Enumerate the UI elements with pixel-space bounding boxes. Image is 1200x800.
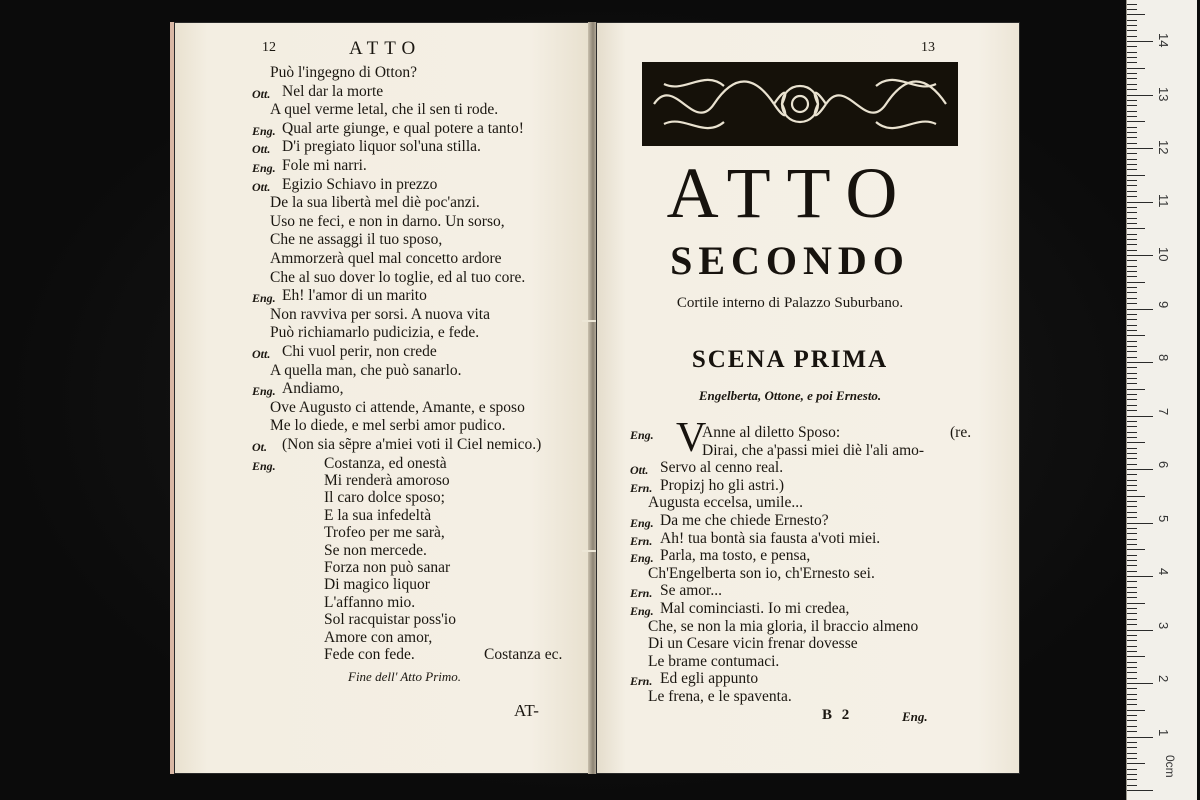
verse-line: Che, se non la mia gloria, il braccio almeno	[648, 617, 919, 635]
aria-line: Mi renderà amoroso	[324, 472, 450, 489]
ruler-tick	[1127, 651, 1137, 652]
ruler-tick	[1127, 694, 1137, 695]
ruler-tick	[1127, 68, 1145, 69]
speaker-label: Eng.	[252, 384, 276, 399]
speaker-label: Ot.	[252, 440, 267, 454]
ruler-tick	[1127, 747, 1137, 748]
ruler-tick	[1127, 699, 1137, 700]
speaker-label: Eng.	[630, 516, 654, 530]
verse-line: Mal cominciasti. Io mi credea,	[660, 600, 850, 617]
ruler-tick	[1127, 169, 1137, 170]
verse-line: Che ne assaggi il tuo sposo,	[270, 231, 443, 249]
verse-line: Le brame contumaci.	[648, 652, 780, 670]
ruler-label: 6	[1156, 461, 1171, 469]
ruler-tick	[1127, 218, 1137, 219]
speaker-label: Ott.	[630, 463, 649, 478]
ruler-tick	[1127, 565, 1137, 566]
verse-line: Me lo diede, e mel serbi amor pudico.	[270, 417, 506, 435]
ruler-tick	[1127, 613, 1137, 614]
ruler-tick	[1127, 52, 1137, 53]
aria-line: Amore con amor,	[324, 628, 433, 646]
ruler-tick	[1127, 410, 1137, 411]
ruler-tick	[1127, 389, 1145, 390]
ruler-tick	[1127, 448, 1137, 449]
ruler-tick	[1127, 314, 1137, 315]
ruler-tick	[1127, 303, 1137, 304]
act-subtitle: SECONDO	[670, 238, 910, 283]
verse-line: Propizj ho gli astri.)	[660, 476, 784, 494]
ruler-tick	[1127, 309, 1153, 310]
verse-line: Anne al diletto Sposo:	[702, 424, 841, 441]
ruler-tick	[1127, 287, 1137, 288]
ruler-tick	[1127, 4, 1137, 5]
ruler-tick	[1127, 292, 1137, 293]
ruler-tick	[1127, 442, 1145, 443]
ruler-tick	[1127, 346, 1137, 347]
ruler-tick	[1127, 763, 1145, 764]
aria-line: Di magico liquor	[324, 576, 430, 594]
ruler-tick	[1127, 688, 1137, 689]
ruler-tick	[1127, 202, 1153, 203]
speaker-label: Eng.	[630, 604, 654, 618]
ruler-tick	[1127, 148, 1153, 149]
ruler-tick	[1127, 100, 1137, 101]
ruler-tick	[1127, 528, 1137, 529]
ruler-tick	[1127, 394, 1137, 395]
ruler-tick	[1127, 635, 1137, 636]
da-capo-cue: Costanza ec.	[484, 646, 563, 663]
ruler-tick	[1127, 84, 1137, 85]
ruler-tick	[1127, 111, 1137, 112]
speaker-label: Eng.	[630, 551, 654, 566]
ruler-tick	[1127, 437, 1137, 438]
ruler-label: 13	[1156, 86, 1171, 101]
right-page-number: 13	[921, 40, 935, 55]
ruler-tick	[1127, 742, 1137, 743]
ruler-tick	[1127, 196, 1137, 197]
ruler-label: 2	[1156, 675, 1171, 683]
ruler-tick	[1127, 646, 1137, 647]
ruler-tick	[1127, 57, 1137, 58]
ruler-tick	[1127, 587, 1137, 588]
ruler-tick	[1127, 378, 1137, 379]
ruler-tick	[1127, 271, 1137, 272]
verse-line: Nel dar la morte	[282, 82, 384, 100]
aria-line: Forza non può sanar	[324, 559, 451, 576]
ruler-tick	[1127, 30, 1137, 31]
speaker-label: Eng.	[252, 123, 276, 138]
scene-heading: SCENA PRIMA	[691, 346, 889, 373]
end-of-act-note: Fine dell' Atto Primo.	[348, 669, 462, 684]
ruler-tick	[1127, 405, 1137, 406]
aria-line: Fede con fede.	[324, 646, 415, 663]
ruler-tick	[1127, 25, 1137, 26]
ruler-tick	[1127, 560, 1137, 561]
speaker-label: Ern.	[630, 533, 653, 548]
verse-line: Ed egli appunto	[660, 670, 759, 688]
ruler-label: 11	[1156, 193, 1171, 207]
ruler-tick	[1127, 432, 1137, 433]
ruler-tick	[1127, 153, 1137, 154]
ruler-tick	[1127, 127, 1137, 128]
ruler-tick	[1127, 234, 1137, 235]
ruler-tick	[1127, 399, 1137, 400]
ruler-tick	[1127, 753, 1137, 754]
ruler-tick	[1127, 180, 1137, 181]
ruler-tick	[1127, 715, 1137, 716]
ruler-label: 9	[1156, 300, 1171, 308]
ruler-tick	[1127, 678, 1137, 679]
speaker-label: Ott.	[252, 142, 271, 157]
ruler-tick	[1127, 608, 1137, 609]
ruler-tick	[1127, 175, 1145, 176]
ruler-label: 3	[1156, 621, 1171, 629]
ruler-tick	[1127, 212, 1137, 213]
ruler-label: 5	[1156, 514, 1171, 522]
ruler-tick	[1127, 683, 1153, 684]
verse-turnover: (re.	[950, 424, 972, 441]
ruler-tick	[1127, 469, 1153, 470]
ruler-tick	[1127, 555, 1137, 556]
signature-mark: B 2	[822, 707, 853, 723]
ruler-tick	[1127, 592, 1137, 593]
verse-line: Se amor...	[660, 582, 722, 600]
speaker-label: Eng.	[252, 291, 276, 306]
verse-line: Parla, ma tosto, e pensa,	[660, 547, 811, 565]
verse-line: Ove Augusto ci attende, Amante, e sposo	[270, 398, 525, 416]
ruler-tick	[1127, 325, 1137, 326]
ruler-tick	[1127, 41, 1153, 42]
ruler-label: 8	[1156, 354, 1171, 362]
ruler-tick	[1127, 539, 1137, 540]
ruler-tick	[1127, 426, 1137, 427]
ruler-tick	[1127, 790, 1153, 791]
ruler-tick	[1127, 474, 1137, 475]
right-catchword: Eng.	[902, 709, 928, 724]
ruler-tick	[1127, 597, 1137, 598]
ruler-tick	[1127, 9, 1137, 10]
speaker-label: Eng.	[630, 428, 654, 442]
ruler-tick	[1127, 383, 1137, 384]
aria-line: Se non mercede.	[324, 541, 427, 559]
headpiece-ornament-svg	[644, 64, 956, 144]
open-book	[170, 22, 1020, 774]
ruler-label: 1	[1156, 728, 1171, 736]
verse-line: Dirai, che a'passi miei diè l'ali amo-	[702, 441, 925, 459]
ruler-tick	[1127, 62, 1137, 63]
ruler-tick	[1127, 769, 1137, 770]
verse-line: Augusta eccelsa, umile...	[648, 494, 803, 512]
act-title: ATTO	[666, 153, 914, 233]
speaker-label: Ott.	[252, 86, 271, 101]
ruler-tick	[1127, 223, 1137, 224]
ruler-tick	[1127, 260, 1137, 261]
ruler-tick	[1127, 720, 1137, 721]
speaker-label: Ott.	[252, 347, 271, 361]
ruler-tick	[1127, 14, 1145, 15]
ruler-tick	[1127, 298, 1137, 299]
ruler-tick	[1127, 36, 1137, 37]
ruler-tick	[1127, 121, 1145, 122]
ruler-tick	[1127, 362, 1153, 363]
left-page	[170, 22, 594, 774]
ruler-tick	[1127, 512, 1137, 513]
ruler-tick	[1127, 116, 1137, 117]
scene-setting: Cortile interno di Palazzo Suburbano.	[676, 295, 904, 311]
speaker-label: Ern.	[630, 480, 653, 495]
ruler-tick	[1127, 73, 1137, 74]
ruler-label: 4	[1156, 568, 1171, 576]
ruler-tick	[1127, 731, 1137, 732]
verse-line: Egizio Schiavo in prezzo	[282, 175, 438, 193]
ruler-tick	[1127, 726, 1137, 727]
ruler-tick	[1127, 704, 1137, 705]
ruler-tick	[1127, 335, 1145, 336]
ruler-tick	[1127, 603, 1145, 604]
ruler-tick	[1127, 549, 1145, 550]
aria-line: Il caro dolce sposo;	[324, 489, 445, 507]
verse-line: Uso ne feci, e non in darno. Un sorso,	[270, 212, 505, 230]
ruler-tick	[1127, 485, 1137, 486]
verse-line: Eh! l'amor di un marito	[282, 287, 427, 305]
ruler-tick	[1127, 266, 1137, 267]
ruler-tick	[1127, 458, 1137, 459]
verse-line: Qual arte giunge, e qual potere a tanto!	[282, 119, 524, 137]
ruler-label: 12	[1156, 140, 1171, 155]
ruler-tick	[1127, 191, 1137, 192]
aria-line: Sol racquistar poss'io	[324, 611, 456, 629]
ruler-tick	[1127, 185, 1137, 186]
verse-line: Non ravviva per sorsi. A nuova vita	[270, 305, 490, 323]
speaker-label: Ern.	[630, 586, 653, 601]
ruler-tick	[1127, 619, 1137, 620]
ruler-tick	[1127, 672, 1137, 673]
ruler-label: 14	[1156, 33, 1171, 48]
ruler-tick	[1127, 517, 1137, 518]
verse-line: Ammorzerà quel mal concetto ardore	[270, 250, 502, 267]
left-catchword: AT-	[514, 701, 539, 720]
ruler-tick	[1127, 523, 1153, 524]
ruler-tick	[1127, 357, 1137, 358]
ruler-tick	[1127, 239, 1137, 240]
ruler-tick	[1127, 533, 1137, 534]
verse-line: Da me che chiede Ernesto?	[660, 512, 829, 529]
verse-line: Che al suo dover lo toglie, ed al tuo core.	[270, 268, 526, 286]
ruler-tick	[1127, 576, 1153, 577]
ruler-unit-label: 0cm	[1163, 755, 1177, 778]
verse-line: Servo al cenno real.	[660, 459, 784, 477]
ruler-tick	[1127, 571, 1137, 572]
verse-line: Può richiamarlo pudicizia, e fede.	[270, 324, 480, 342]
aria-line: Trofeo per me sarà,	[324, 524, 445, 542]
ruler-tick	[1127, 228, 1145, 229]
ruler-tick	[1127, 501, 1137, 502]
verse-line: A quella man, che può sanarlo.	[270, 361, 462, 379]
ruler-tick	[1127, 78, 1137, 79]
ruler-tick	[1127, 662, 1137, 663]
ruler-tick	[1127, 453, 1137, 454]
ruler-tick	[1127, 416, 1153, 417]
measuring-ruler	[1126, 0, 1197, 800]
ruler-tick	[1127, 630, 1153, 631]
ruler-tick	[1127, 421, 1137, 422]
ruler-tick	[1127, 480, 1137, 481]
verse-line: A quel verme letal, che il sen ti rode.	[270, 101, 499, 119]
ruler-tick	[1127, 250, 1137, 251]
drop-capital: V	[676, 415, 707, 461]
ruler-tick	[1127, 581, 1137, 582]
ruler-tick	[1127, 137, 1137, 138]
ruler-tick	[1127, 207, 1137, 208]
ruler-tick	[1127, 46, 1137, 47]
ruler-tick	[1127, 319, 1137, 320]
ruler-tick	[1127, 20, 1137, 21]
ruler-tick	[1127, 132, 1137, 133]
aria-line: E la sua infedeltà	[324, 506, 432, 524]
verse-line: Può l'ingegno di Otton?	[270, 64, 418, 81]
ruler-tick	[1127, 758, 1137, 759]
verse-line: Andiamo,	[282, 380, 344, 398]
speaker-label: Ott.	[252, 179, 271, 194]
ruler-tick	[1127, 640, 1137, 641]
ruler-tick	[1127, 255, 1153, 256]
ruler-tick	[1127, 624, 1137, 625]
ruler-tick	[1127, 779, 1137, 780]
aria-line: L'affanno mio.	[324, 593, 416, 611]
left-running-head: ATTO	[349, 38, 422, 59]
ruler-tick	[1127, 143, 1137, 144]
aria-speaker-label: Eng.	[252, 458, 276, 473]
verse-line: D'i pregiato liquor sol'una stilla.	[282, 138, 481, 156]
ruler-tick	[1127, 710, 1145, 711]
ruler-tick	[1127, 774, 1137, 775]
ruler-tick	[1127, 105, 1137, 106]
ruler-tick	[1127, 244, 1137, 245]
verse-line: Ah! tua bontà sia fausta a'voti miei.	[660, 529, 881, 547]
ruler-tick	[1127, 330, 1137, 331]
ruler-tick	[1127, 89, 1137, 90]
verse-line: Ch'Engelberta son io, ch'Ernesto sei.	[648, 564, 875, 582]
verse-line: (Non sia sẽpre a'miei voti il Ciel nemico.)	[282, 436, 542, 453]
ornamental-headpiece	[642, 62, 958, 146]
left-page-number: 12	[262, 40, 276, 55]
ruler-tick	[1127, 95, 1153, 96]
ruler-tick	[1127, 506, 1137, 507]
ruler-tick	[1127, 282, 1145, 283]
ruler-tick	[1127, 544, 1137, 545]
ruler-tick	[1127, 159, 1137, 160]
ruler-tick	[1127, 367, 1137, 368]
ruler-tick	[1127, 656, 1145, 657]
aria-line: Costanza, ed onestà	[324, 454, 447, 472]
ruler-label: 7	[1156, 407, 1171, 415]
ruler-tick	[1127, 351, 1137, 352]
ruler-tick	[1127, 785, 1137, 786]
verse-line: De la sua libertà mel diè poc'anzi.	[270, 194, 480, 212]
verse-line: Chi vuol perir, non crede	[282, 343, 437, 360]
ruler-tick	[1127, 737, 1153, 738]
verse-line: Le frena, e le spaventa.	[648, 688, 792, 705]
speaker-label: Eng.	[252, 161, 276, 175]
ruler-tick	[1127, 490, 1137, 491]
ruler-tick	[1127, 373, 1137, 374]
ruler-tick	[1127, 667, 1137, 668]
scene-characters: Engelberta, Ottone, e poi Ernesto.	[698, 388, 882, 403]
verse-line: Fole mi narri.	[282, 157, 367, 174]
ruler-tick	[1127, 341, 1137, 342]
ruler-tick	[1127, 276, 1137, 277]
ruler-tick	[1127, 496, 1145, 497]
ruler-tick	[1127, 464, 1137, 465]
ruler-tick	[1127, 164, 1137, 165]
ruler-label: 10	[1156, 247, 1171, 262]
speaker-label: Ern.	[630, 674, 653, 689]
verse-line: Di un Cesare vicin frenar dovesse	[648, 635, 858, 653]
